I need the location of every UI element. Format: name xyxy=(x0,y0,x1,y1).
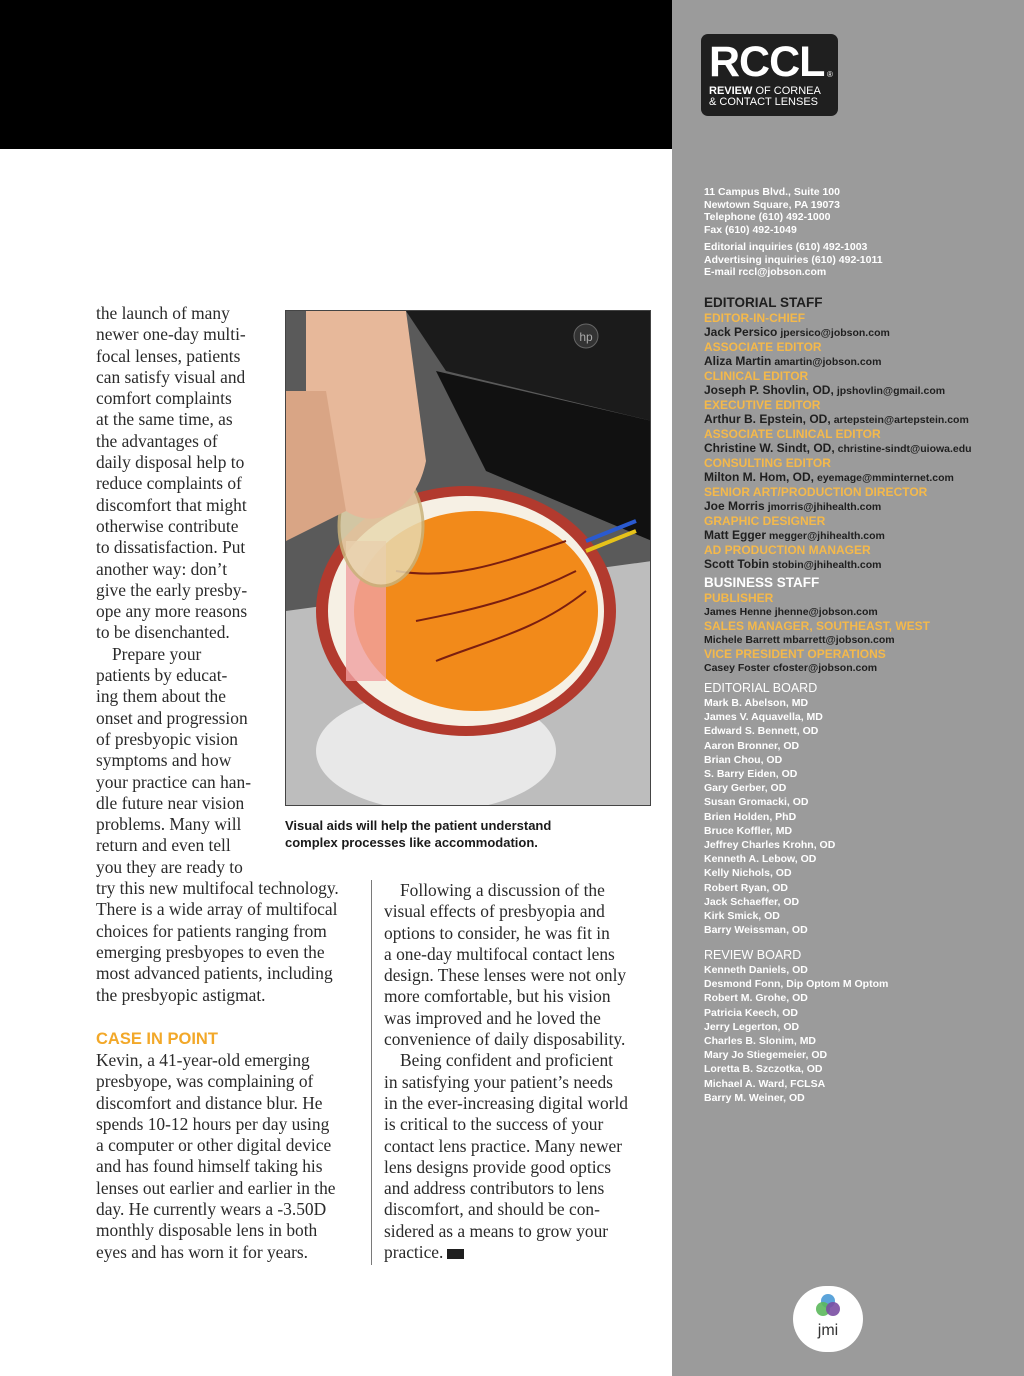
inquiry-line: Advertising inquiries (610) 492-1011 xyxy=(704,253,883,266)
board-member: Edward S. Bennett, OD xyxy=(704,725,819,738)
board-member: Loretta B. Szczotka, OD xyxy=(704,1063,823,1076)
article-line: ope any more reasons xyxy=(96,601,248,622)
business-staff-list xyxy=(704,591,1014,675)
article-line: options to consider, he was fit in xyxy=(384,922,610,943)
article-column-2 xyxy=(384,880,628,1263)
eye-model-photo xyxy=(285,310,651,806)
staff-role: CLINICAL EDITOR xyxy=(704,369,809,383)
article-line: was improved and he loved the xyxy=(384,1007,601,1028)
staff-email: christine-sindt@uiowa.edu xyxy=(837,443,972,455)
staff-name: Scott Tobin xyxy=(704,557,770,571)
article-line: you they are ready to xyxy=(96,856,243,877)
article-line: in the ever-increasing digital world xyxy=(384,1092,629,1113)
article-line: contact lens practice. Many newer xyxy=(384,1135,623,1156)
staff-email: megger@jhihealth.com xyxy=(769,530,885,542)
editorial-board-list xyxy=(704,696,1014,937)
article-line: problems. Many will xyxy=(96,814,242,835)
staff-person xyxy=(704,383,1014,398)
article-line: patients by educat- xyxy=(96,665,228,686)
staff-person xyxy=(704,325,1014,340)
review-board-title: REVIEW BOARD xyxy=(704,948,802,962)
article-line: ing them about the xyxy=(96,686,226,707)
staff-person xyxy=(704,470,1014,485)
fax-line: Fax (610) 492-1049 xyxy=(704,223,797,236)
staff-person xyxy=(704,557,1014,572)
article-line: to be disenchanted. xyxy=(96,622,230,643)
board-member: Jerry Legerton, OD xyxy=(704,1020,800,1033)
article-line: Following a discussion of the xyxy=(400,880,605,900)
staff-role: EXECUTIVE EDITOR xyxy=(704,398,821,412)
staff-person xyxy=(704,661,1014,675)
rccl-logo xyxy=(701,34,838,116)
staff-role: VICE PRESIDENT OPERATIONS xyxy=(704,647,886,661)
staff-person xyxy=(704,528,1014,543)
caption-line: Visual aids will help the patient understand xyxy=(285,818,552,833)
board-member: Charles B. Slonim, MD xyxy=(704,1035,817,1048)
staff-role: ASSOCIATE EDITOR xyxy=(704,340,822,354)
logo-subtitle-line1: REVIEW OF CORNEA xyxy=(709,85,821,97)
board-member: S. Barry Eiden, OD xyxy=(704,768,798,781)
article-line: the launch of many xyxy=(96,303,230,323)
article-line: your practice can han- xyxy=(96,771,251,792)
article-line: discomfort that might xyxy=(96,494,247,515)
staff-email: artepstein@artepstein.com xyxy=(833,414,969,426)
article-line: presbyope, was complaining of xyxy=(96,1071,314,1092)
article-line: to dissatisfaction. Put xyxy=(96,537,246,558)
review-board xyxy=(704,948,1014,1105)
article-line: comfort complaints xyxy=(96,388,232,409)
editorial-staff-heading: EDITORIAL STAFF xyxy=(704,295,823,310)
staff-person xyxy=(704,354,1014,369)
board-member: Desmond Fonn, Dip Optom M Optom xyxy=(704,978,889,991)
staff-email: jmorris@jhihealth.com xyxy=(767,501,882,513)
staff-person xyxy=(704,441,1014,456)
rccl-end-mark xyxy=(447,1249,464,1259)
article-line: lens designs provide good optics xyxy=(384,1156,612,1177)
staff-email: amartin@jobson.com xyxy=(774,356,882,368)
board-member: Robert M. Grohe, OD xyxy=(704,992,808,1005)
address-block xyxy=(704,186,1014,236)
board-member: Kirk Smick, OD xyxy=(704,910,780,923)
article-line: Prepare your xyxy=(112,643,202,664)
article-line: practice. xyxy=(384,1242,628,1263)
article-line: most advanced patients, including xyxy=(96,963,333,984)
address-line: 11 Campus Blvd., Suite 100 xyxy=(704,186,840,198)
board-member: Kenneth A. Lebow, OD xyxy=(704,853,817,866)
board-member: Robert Ryan, OD xyxy=(704,881,789,894)
review-board-list xyxy=(704,963,1014,1105)
article-line: newer one-day multi- xyxy=(96,324,246,345)
article-line: and address contributors to lens xyxy=(384,1178,605,1199)
board-member: Aaron Bronner, OD xyxy=(704,739,800,752)
board-member: Kelly Nichols, OD xyxy=(704,867,792,880)
caption-line: complex processes like accommodation. xyxy=(285,834,538,850)
board-member: Jeffrey Charles Krohn, OD xyxy=(704,839,836,852)
board-member: Jack Schaeffer, OD xyxy=(704,895,800,908)
address-line: Newtown Square, PA 19073 xyxy=(704,198,840,211)
article-line: dle future near vision xyxy=(96,792,245,813)
article-line: try this new multifocal technology. xyxy=(96,878,339,899)
jmi-circles-icon xyxy=(793,1286,863,1326)
staff-name: James Henne xyxy=(704,606,772,618)
board-member: Michael A. Ward, FCLSA xyxy=(704,1077,826,1090)
article-line: sidered as a means to grow your xyxy=(384,1220,609,1241)
article-line: Being confident and proficient xyxy=(400,1050,613,1071)
header-black-band xyxy=(0,0,672,149)
eye-model-illustration xyxy=(286,311,651,806)
column-divider xyxy=(371,880,372,1265)
article-line: There is a wide array of multifocal xyxy=(96,899,338,920)
article-line: a one-day multifocal contact lens xyxy=(384,943,615,964)
board-member: Barry Weissman, OD xyxy=(704,924,808,937)
staff-email: cfoster@jobson.com xyxy=(772,662,878,674)
staff-email: jhenne@jobson.com xyxy=(774,606,878,618)
article-line: emerging presbyopes to even the xyxy=(96,941,325,962)
article-line: monthly disposable lens in both xyxy=(96,1220,318,1241)
article-line: at the same time, as xyxy=(96,409,233,430)
staff-name: Jack Persico xyxy=(704,325,778,339)
email-line: E-mail rccl@jobson.com xyxy=(704,266,827,279)
article-line: a computer or other digital device xyxy=(96,1135,332,1156)
staff-person xyxy=(704,605,1014,619)
board-member: Kenneth Daniels, OD xyxy=(704,964,808,976)
staff-name: Christine W. Sindt, OD, xyxy=(704,441,835,455)
jmi-wordmark: jmi xyxy=(817,1322,839,1339)
board-member: Barry M. Weiner, OD xyxy=(704,1091,805,1104)
staff-email: stobin@jhihealth.com xyxy=(772,559,882,571)
editorial-staff-list xyxy=(704,311,1014,572)
staff-person xyxy=(704,633,1014,647)
board-member: James V. Aquavella, MD xyxy=(704,711,823,724)
article-line: focal lenses, patients xyxy=(96,345,241,366)
inquiries-block xyxy=(704,241,1014,279)
photo-caption xyxy=(285,818,665,851)
board-member: Patricia Keech, OD xyxy=(704,1006,798,1019)
article-line: visual effects of presbyopia and xyxy=(384,901,605,922)
article-line: choices for patients ranging from xyxy=(96,920,327,941)
article-line: daily disposal help to xyxy=(96,452,245,473)
article-line: can satisfy visual and xyxy=(96,366,246,387)
article-line: convenience of daily disposability. xyxy=(384,1029,626,1050)
staff-name: Michele Barrett xyxy=(704,634,780,646)
article-line: more comfortable, but his vision xyxy=(384,986,611,1007)
staff-listing xyxy=(704,294,1014,675)
article-line: discomfort, and should be con- xyxy=(384,1199,600,1220)
logo-registered-mark: ® xyxy=(827,70,833,79)
article-line: return and even tell xyxy=(96,835,231,856)
article-line: reduce complaints of xyxy=(96,473,242,494)
article-line: and has found himself taking his xyxy=(96,1156,323,1177)
staff-name: Aliza Martin xyxy=(704,354,772,368)
staff-email: eyemage@mminternet.com xyxy=(817,472,954,484)
staff-role: PUBLISHER xyxy=(704,591,774,605)
article-line: otherwise contribute xyxy=(96,515,239,536)
editorial-board xyxy=(704,681,1014,937)
editorial-board-title: EDITORIAL BOARD xyxy=(704,681,818,695)
jmi-logo xyxy=(793,1286,863,1352)
article-line: of presbyopic vision xyxy=(96,728,239,749)
article-line: spends 10-12 hours per day using xyxy=(96,1113,330,1134)
business-staff-heading: BUSINESS STAFF xyxy=(704,575,820,590)
logo-wordmark: RCCL xyxy=(709,38,825,86)
case-in-point-heading: CASE IN POINT xyxy=(96,1030,218,1048)
article-column-1-bottom xyxy=(96,1050,336,1263)
article-line: give the early presby- xyxy=(96,579,248,600)
staff-role: SALES MANAGER, SOUTHEAST, WEST xyxy=(704,619,931,633)
staff-name: Matt Egger xyxy=(704,528,767,542)
article-line: the presbyopic astigmat. xyxy=(96,984,266,1005)
article-line: Kevin, a 41-year-old emerging xyxy=(96,1050,310,1070)
article-line: symptoms and how xyxy=(96,750,232,771)
staff-email: mbarrett@jobson.com xyxy=(782,634,895,646)
staff-person xyxy=(704,499,1014,514)
telephone-line: Telephone (610) 492-1000 xyxy=(704,211,831,224)
article-line: discomfort and distance blur. He xyxy=(96,1092,323,1113)
staff-role: SENIOR ART/PRODUCTION DIRECTOR xyxy=(704,485,928,499)
staff-role: EDITOR-IN-CHIEF xyxy=(704,311,806,325)
staff-role: AD PRODUCTION MANAGER xyxy=(704,543,871,557)
article-line: eyes and has worn it for years. xyxy=(96,1241,308,1262)
staff-name: Casey Foster xyxy=(704,662,770,674)
staff-person xyxy=(704,412,1014,427)
board-member: Brian Chou, OD xyxy=(704,753,783,766)
inquiry-line: Editorial inquiries (610) 492-1003 xyxy=(704,241,868,253)
article-line: is critical to the success of your xyxy=(384,1114,604,1135)
board-member: Gary Gerber, OD xyxy=(704,782,787,795)
article-line: design. These lenses were not only xyxy=(384,965,627,986)
article-line: another way: don’t xyxy=(96,558,228,579)
article-line: day. He currently wears a -3.50D xyxy=(96,1199,327,1220)
article-line: in satisfying your patient’s needs xyxy=(384,1071,613,1092)
staff-name: Joseph P. Shovlin, OD, xyxy=(704,383,834,397)
board-member: Susan Gromacki, OD xyxy=(704,796,809,809)
board-member: Mark B. Abelson, MD xyxy=(704,697,809,709)
staff-name: Joe Morris xyxy=(704,499,765,513)
board-member: Mary Jo Stiegemeier, OD xyxy=(704,1049,828,1062)
staff-name: Arthur B. Epstein, OD, xyxy=(704,412,831,426)
article-line: onset and progression xyxy=(96,707,248,728)
staff-role: CONSULTING EDITOR xyxy=(704,456,831,470)
board-member: Brien Holden, PhD xyxy=(704,810,797,823)
article-line: lenses out earlier and earlier in the xyxy=(96,1177,336,1198)
staff-email: jpersico@jobson.com xyxy=(780,327,890,339)
logo-subtitle-line2: & CONTACT LENSES xyxy=(709,96,819,108)
staff-role: ASSOCIATE CLINICAL EDITOR xyxy=(704,427,881,441)
monitor-brand-label: hp xyxy=(579,330,593,344)
staff-email: jpshovlin@gmail.com xyxy=(836,385,946,397)
staff-role: GRAPHIC DESIGNER xyxy=(704,514,826,528)
staff-name: Milton M. Hom, OD, xyxy=(704,470,814,484)
board-member: Bruce Koffler, MD xyxy=(704,824,793,837)
article-line: the advantages of xyxy=(96,430,218,451)
